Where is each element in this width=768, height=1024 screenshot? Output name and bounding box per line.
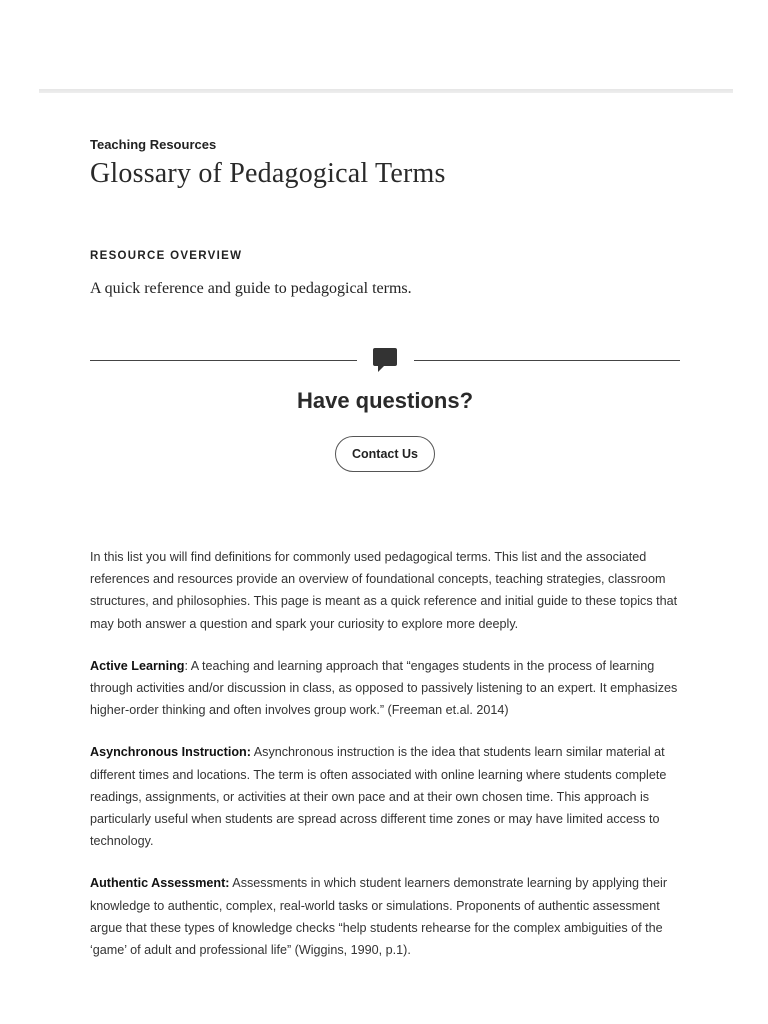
glossary-definition: Asynchronous instruction is the idea that students learn similar material at different times and locations. The term is often associated with online learning where students complete readings, assignments, or activities at their own pace and at their own chosen time. This approach is particularly useful when students are spread across different time zones or may have limited access to technology. <box>90 745 667 849</box>
glossary-definition: A teaching and learning approach that “engages students in the process of learning through activities and/or discussion in class, as opposed to passively listening to an expert. It emphasizes higher-order thinking and often involves group work.” (Freeman et.al. 2014) <box>90 658 678 718</box>
divider-right <box>414 360 680 361</box>
intro-paragraph: In this list you will find definitions for commonly used pedagogical terms. This list and the associated references and resources provide an overview of foundational concepts, teaching strategies, classroom structures, and philosophies. This page is meant as a quick reference and initial guide to these topics that may both answer a question and spark your curiosity to explore more deeply. <box>90 550 678 631</box>
term-separator: : <box>184 658 188 673</box>
glossary-entry <box>90 872 682 961</box>
glossary-term: Authentic Assessment: <box>90 876 230 891</box>
contact-us-button[interactable]: Contact Us <box>335 436 435 472</box>
questions-heading: Have questions? <box>296 388 474 413</box>
section-label: RESOURCE OVERVIEW <box>90 250 243 262</box>
divider-left <box>90 360 357 361</box>
glossary-entry <box>90 655 682 722</box>
glossary-term: Active Learning <box>90 658 185 673</box>
breadcrumb-category[interactable]: Teaching Resources <box>90 137 217 152</box>
header-divider <box>39 89 733 93</box>
glossary-entry <box>90 741 682 852</box>
glossary-term: Asynchronous Instruction: <box>90 745 251 760</box>
overview-text: A quick reference and guide to pedagogical terms. <box>90 280 412 297</box>
glossary-definition: Assessments in which student learners demonstrate learning by applying their knowledge to authentic, complex, real-world tasks or simulations. Proponents of authentic assessment argue that these types of knowledge checks “help students rehearse for the complex ambiguities of the ‘game’ of adult and professional life” (Wiggins, 1990, p.1). <box>90 876 668 958</box>
glossary-content <box>90 546 682 981</box>
page-title: Glossary of Pedagogical Terms <box>90 158 446 189</box>
chat-bubble-icon <box>372 347 398 373</box>
